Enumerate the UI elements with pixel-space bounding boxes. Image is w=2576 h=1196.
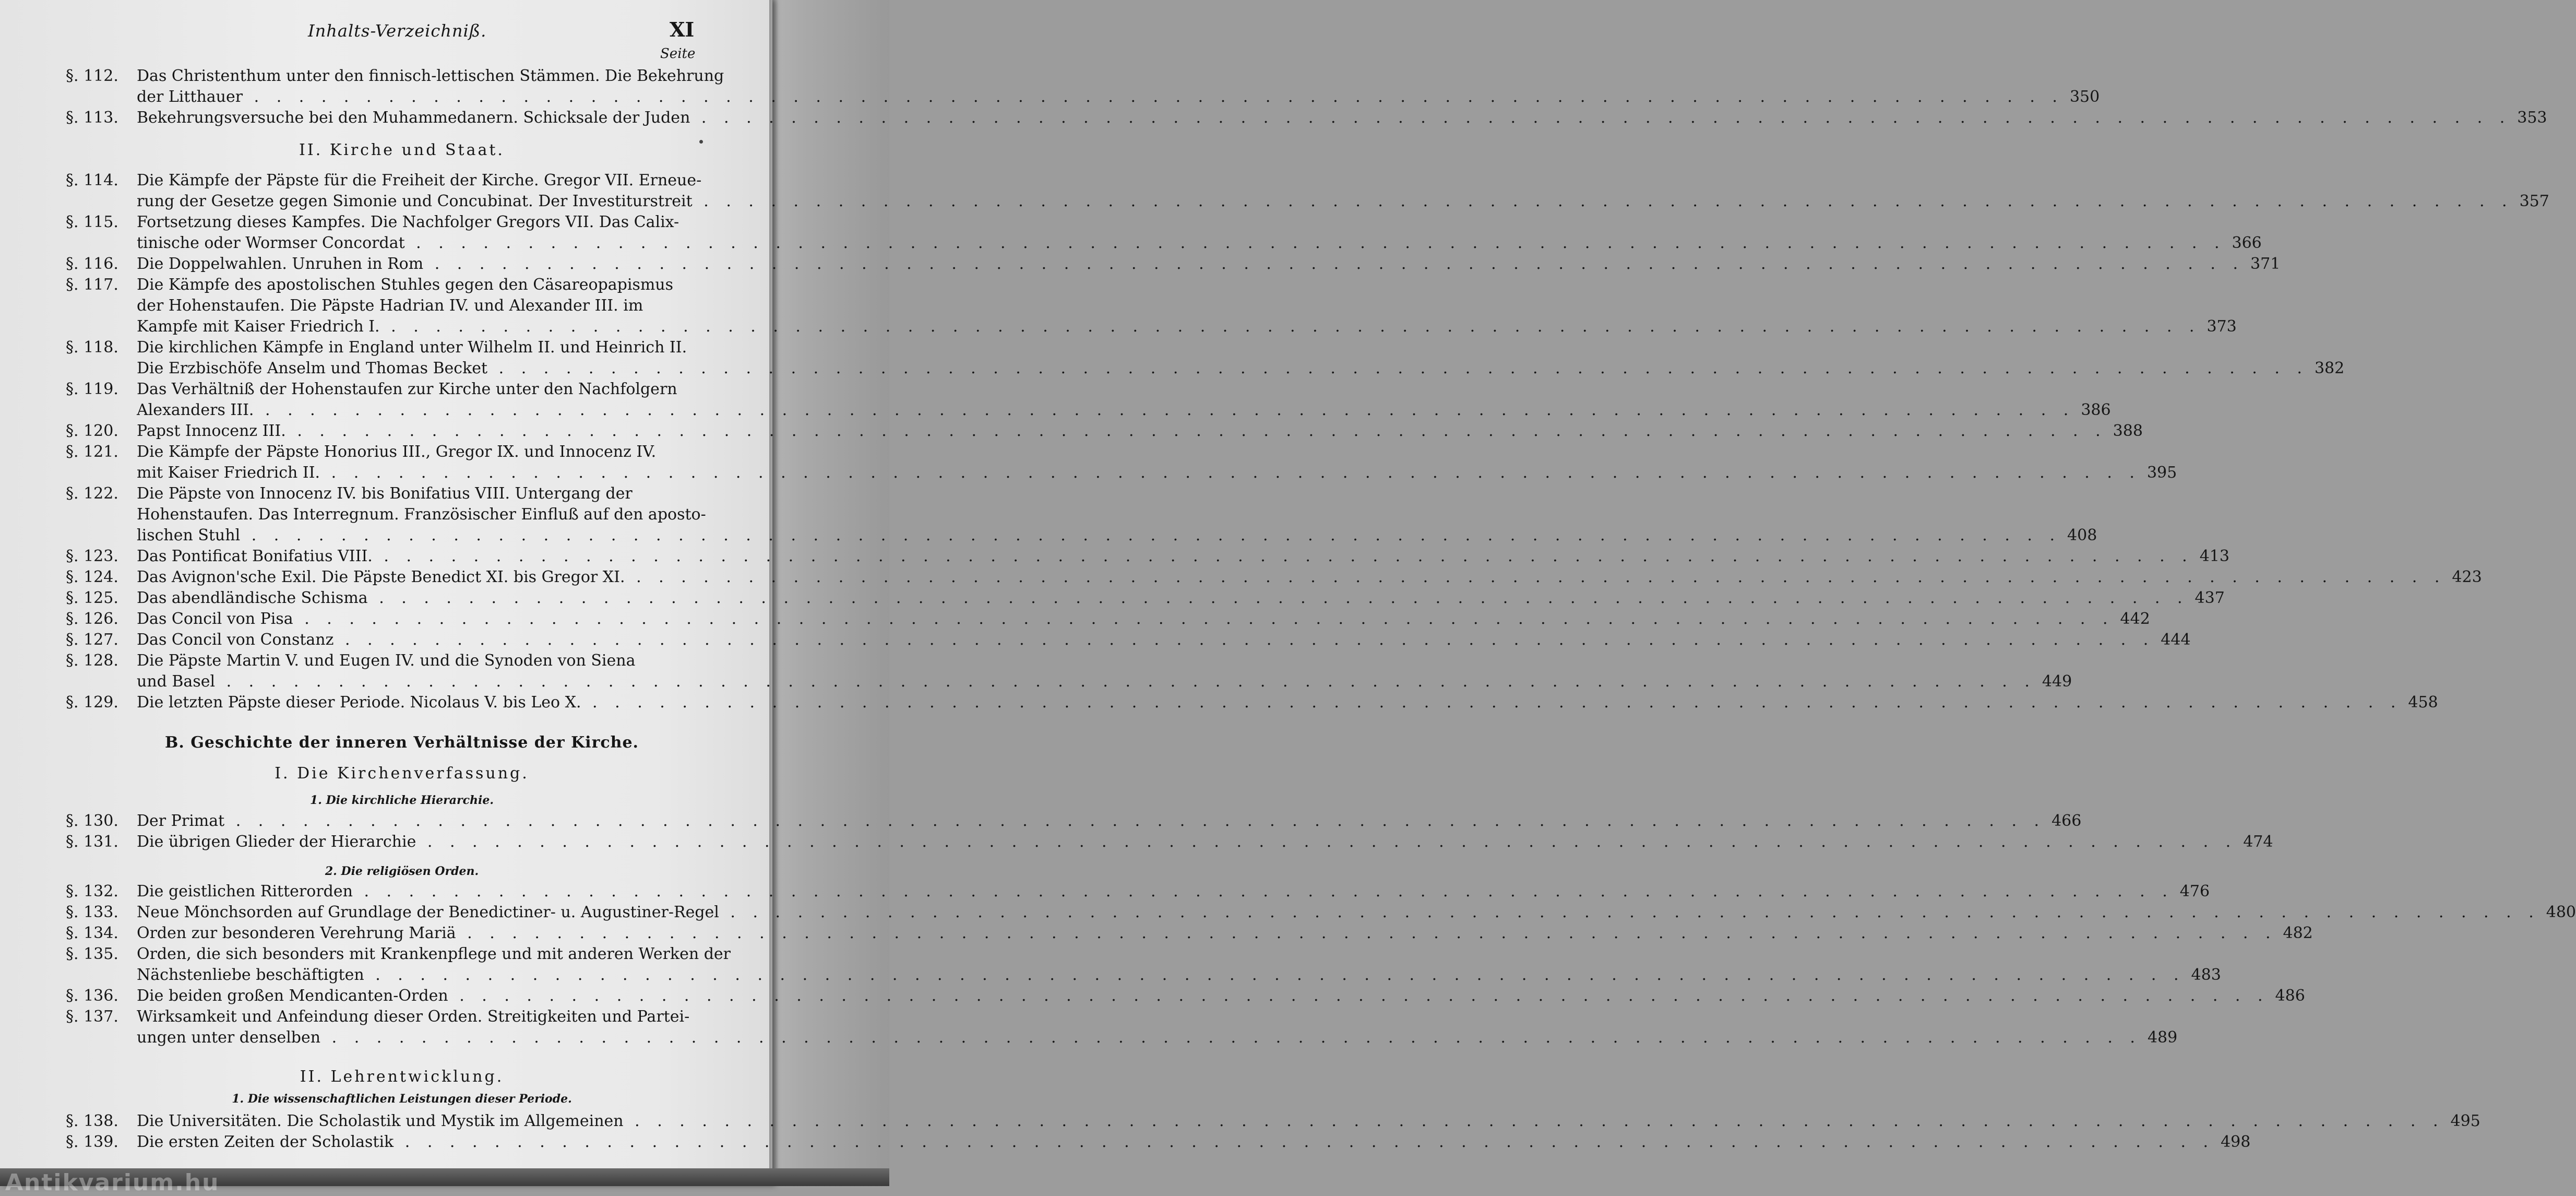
toc-entry-page: 482 (2283, 924, 2313, 942)
toc-entry-text: Alexanders III. . . . (137, 401, 2074, 419)
toc-entry-line (137, 589, 2225, 610)
toc-entry-text: Das Christenthum unter den finnisch-lettischen Stämmen. Die Bekehrung (137, 67, 724, 85)
toc-entry-page: 413 (2199, 547, 2229, 565)
running-head-title: Inhalts-Verzeichniß. (308, 21, 487, 41)
toc-entry-text: Das Concil von Pisa . . . (137, 610, 2114, 628)
toc-entry-line (137, 255, 2281, 276)
toc-entry-text: Die Kämpfe der Päpste für die Freiheit der Kirche. Gregor VII. Erneue- (137, 171, 702, 190)
toc-entry-page: 466 (2052, 812, 2082, 830)
toc-entry-page: 373 (2207, 317, 2237, 336)
toc-entry-line (137, 903, 2576, 924)
toc-entry-page: 476 (2179, 882, 2210, 901)
toc-entry-text: Das Verhältniß der Hohenstaufen zur Kirche unter den Nachfolgern (137, 380, 677, 398)
toc-entry-page: 423 (2452, 568, 2482, 586)
toc-entry-number: §. 131. (66, 833, 118, 851)
toc-entry-text: der Litthauer . . . (137, 88, 2064, 106)
toc-entry-line (137, 317, 2237, 338)
toc-entry-page: 366 (2232, 234, 2262, 252)
toc-entry-text: Der Primat . . . (137, 812, 2045, 830)
toc-entry-number: §. 124. (66, 568, 118, 586)
toc-entry-line (137, 547, 2229, 568)
toc-entry-text: Das Concil von Constanz . . . (137, 631, 2154, 649)
subheading-orden: 2. Die religiösen Orden. (325, 865, 479, 878)
toc-entry-text: Die geistlichen Ritterorden . . . (137, 882, 2174, 901)
toc-entry-number: §. 129. (66, 693, 118, 712)
toc-entry-number: §. 119. (66, 380, 118, 398)
toc-entry-number: §. 126. (66, 610, 118, 628)
watermark: Antikvarium.hu (5, 1169, 220, 1196)
toc-entry-line (137, 297, 667, 317)
toc-entry-line (137, 380, 677, 401)
section-heading-innere-verhaeltnisse: B. Geschichte der inneren Verhältnisse der Kirche. (165, 733, 639, 752)
toc-entry-text: Das Avignon'sche Exil. Die Päpste Benedict XI. bis Gregor XI. . . . (137, 568, 2446, 586)
toc-entry-line (137, 833, 2273, 854)
toc-entry-page: 442 (2120, 610, 2150, 628)
toc-entry-page: 458 (2408, 693, 2438, 712)
toc-entry-page: 353 (2517, 109, 2547, 127)
toc-entry-line (137, 276, 673, 297)
toc-entry-text: rung der Gesetze gegen Simonie und Concubinat. Der Investiturstreit . . . (137, 192, 2513, 210)
toc-entry-line (137, 693, 2438, 714)
toc-entry-number: §. 121. (66, 443, 118, 461)
toc-entry-number: §. 135. (66, 945, 118, 963)
subheading-wissenschaft: 1. Die wissenschaftlichen Leistungen dieser Periode. (232, 1092, 572, 1106)
toc-entry-page: 371 (2250, 255, 2281, 273)
toc-entry-page: 480 (2546, 903, 2576, 921)
toc-entry-line (137, 443, 667, 464)
toc-entry-text: Die ersten Zeiten der Scholastik . . . (137, 1133, 2214, 1151)
toc-entry-text: Orden zur besonderen Verehrung Mariä . . . (137, 924, 2277, 942)
toc-entry-line (137, 1112, 2480, 1133)
toc-entry-text: tinische oder Wormser Concordat . . . (137, 234, 2226, 252)
toc-entry-line (137, 401, 2111, 422)
section-heading-lehrentwicklung: II. Lehrentwicklung. (300, 1068, 504, 1086)
toc-entry-page: 408 (2067, 526, 2097, 544)
toc-entry-line (137, 568, 2482, 589)
toc-entry-line (137, 192, 2549, 213)
toc-entry-text: Hohenstaufen. Das Interregnum. Französischer Einfluß auf den aposto- (137, 505, 706, 524)
toc-entry-text: Fortsetzung dieses Kampfes. Die Nachfolger Gregors VII. Das Calix- (137, 213, 679, 231)
toc-entry-page: 444 (2161, 631, 2191, 649)
toc-entry-line (137, 966, 2221, 987)
toc-entry-number: §. 127. (66, 631, 118, 649)
toc-entry-number: §. 128. (66, 652, 118, 670)
toc-entry-number: §. 115. (66, 213, 118, 231)
toc-entry-text: Die Kämpfe des apostolischen Stuhles gegen den Cäsareopapismus (137, 276, 673, 294)
toc-entry-text: Die Päpste Martin V. und Eugen IV. und die Synoden von Siena (137, 652, 636, 670)
toc-entry-number: §. 125. (66, 589, 118, 607)
toc-entry-page: 449 (2042, 672, 2072, 691)
toc-entry-line (137, 610, 2150, 631)
toc-entry-line (137, 1028, 2178, 1049)
toc-entry-number: §. 112. (66, 67, 118, 85)
toc-entry-line (137, 812, 2082, 833)
toc-entry-page: 395 (2146, 464, 2177, 482)
toc-entry-page: 388 (2113, 422, 2143, 440)
toc-entry-text: Bekehrungsversuche bei den Muhammedanern. Schicksale der Juden . . . (137, 109, 2511, 127)
toc-entry-page: 386 (2081, 401, 2111, 419)
toc-entry-line (137, 338, 687, 359)
section-heading-kirchenverfassung: I. Die Kirchenverfassung. (275, 764, 529, 783)
toc-entry-number: §. 117. (66, 276, 118, 294)
toc-entry-number: §. 123. (66, 547, 118, 565)
toc-entry-number: §. 120. (66, 422, 118, 440)
toc-entry-text: Die letzten Päpste dieser Periode. Nicolaus V. bis Leo X. . . . (137, 693, 2402, 712)
toc-entry-page: 498 (2221, 1133, 2251, 1151)
page-column-label: Seite (660, 46, 696, 62)
toc-entry-text: Das abendländische Schisma . . . (137, 589, 2189, 607)
toc-entry-text: Orden, die sich besonders mit Krankenpflege und mit anderen Werken der (137, 945, 731, 963)
toc-entry-page: 437 (2195, 589, 2225, 607)
toc-entry-number: §. 130. (66, 812, 118, 830)
toc-entry-text: Neue Mönchsorden auf Grundlage der Benedictiner- u. Augustiner-Regel . . . (137, 903, 2540, 921)
toc-entry-line (137, 1133, 2251, 1154)
toc-entry-page: 495 (2450, 1112, 2480, 1130)
page-number: XI (670, 18, 695, 41)
toc-entry-number: §. 116. (66, 255, 118, 273)
toc-entry-page: 489 (2147, 1028, 2178, 1047)
toc-entry-line (137, 109, 2547, 129)
toc-entry-page: 357 (2519, 192, 2549, 210)
toc-entry-number: §. 113. (66, 109, 118, 127)
toc-entry-line (137, 882, 2210, 903)
toc-entry-line (137, 1008, 690, 1028)
toc-entry-line (137, 631, 2191, 652)
toc-entry-text: ungen unter denselben . . . (137, 1028, 2141, 1047)
toc-entry-text: Die Päpste von Innocenz IV. bis Bonifatius VIII. Untergang der (137, 484, 633, 503)
toc-entry-page: 483 (2191, 966, 2221, 984)
toc-entry-number: §. 133. (66, 903, 118, 921)
toc-entry-number: §. 132. (66, 882, 118, 901)
toc-entry-text: Die übrigen Glieder der Hierarchie . . . (137, 833, 2237, 851)
toc-entry-text: Die Doppelwahlen. Unruhen in Rom . . . (137, 255, 2244, 273)
toc-entry-line (137, 945, 731, 966)
toc-entry-text: Kampfe mit Kaiser Friedrich I. . . . (137, 317, 2200, 336)
toc-entry-line (137, 484, 667, 505)
toc-entry-text: Die Erzbischöfe Anselm und Thomas Becket . . . (137, 359, 2308, 377)
toc-entry-line (137, 987, 2305, 1008)
toc-entry-line (137, 464, 2177, 484)
toc-entry-page: 350 (2069, 88, 2100, 106)
toc-entry-text: Wirksamkeit und Anfeindung dieser Orden. Streitigkeiten und Partei- (137, 1008, 690, 1026)
toc-entry-text: Nächstenliebe beschäftigten . . . (137, 966, 2185, 984)
toc-entry-number: §. 114. (66, 171, 118, 190)
toc-entry-line (137, 213, 679, 234)
toc-entry-text: Die kirchlichen Kämpfe in England unter Wilhelm II. und Heinrich II. (137, 338, 687, 357)
toc-entry-line (137, 88, 2100, 109)
toc-entry-text: Das Pontificat Bonifatius VIII. . . . (137, 547, 2193, 565)
subheading-hierarchie: 1. Die kirchliche Hierarchie. (309, 794, 494, 807)
toc-entry-text: und Basel . . . (137, 672, 2036, 691)
toc-entry-line (137, 359, 2345, 380)
toc-entry-text: Die beiden großen Mendicanten-Orden . . . (137, 987, 2269, 1005)
toc-entry-number: §. 122. (66, 484, 118, 503)
toc-entry-line (137, 505, 706, 526)
toc-entry-number: §. 137. (66, 1008, 118, 1026)
toc-entry-line (137, 526, 2097, 547)
toc-entry-number: §. 118. (66, 338, 118, 357)
toc-entry-line (137, 672, 2072, 693)
toc-entry-text: der Hohenstaufen. Die Päpste Hadrian IV. und Alexander III. im (137, 297, 643, 315)
toc-entry-text: mit Kaiser Friedrich II. . . . (137, 464, 2141, 482)
toc-entry-text: Die Kämpfe der Päpste Honorius III., Gregor IX. und Innocenz IV. (137, 443, 657, 461)
toc-entry-page: 486 (2275, 987, 2305, 1005)
toc-entry-page: 474 (2243, 833, 2273, 851)
toc-entry-number: §. 134. (66, 924, 118, 942)
toc-entry-line (137, 422, 2143, 443)
toc-entry-text: lischen Stuhl . . . (137, 526, 2061, 544)
toc-entry-number: §. 139. (66, 1133, 118, 1151)
toc-entry-line (137, 924, 2313, 945)
toc-entry-text: Papst Innocenz III. . . . (137, 422, 2107, 440)
toc-entry-number: §. 138. (66, 1112, 118, 1130)
toc-entry-line (137, 67, 724, 88)
toc-entry-line (137, 652, 667, 672)
section-heading-kirche-und-staat: II. Kirche und Staat. (299, 141, 505, 159)
toc-entry-page: 382 (2314, 359, 2345, 377)
toc-entry-line (137, 171, 702, 192)
toc-entry-number: §. 136. (66, 987, 118, 1005)
toc-entry-text: Die Universitäten. Die Scholastik und Mystik im Allgemeinen . . . (137, 1112, 2444, 1130)
toc-entry-line (137, 234, 2262, 255)
